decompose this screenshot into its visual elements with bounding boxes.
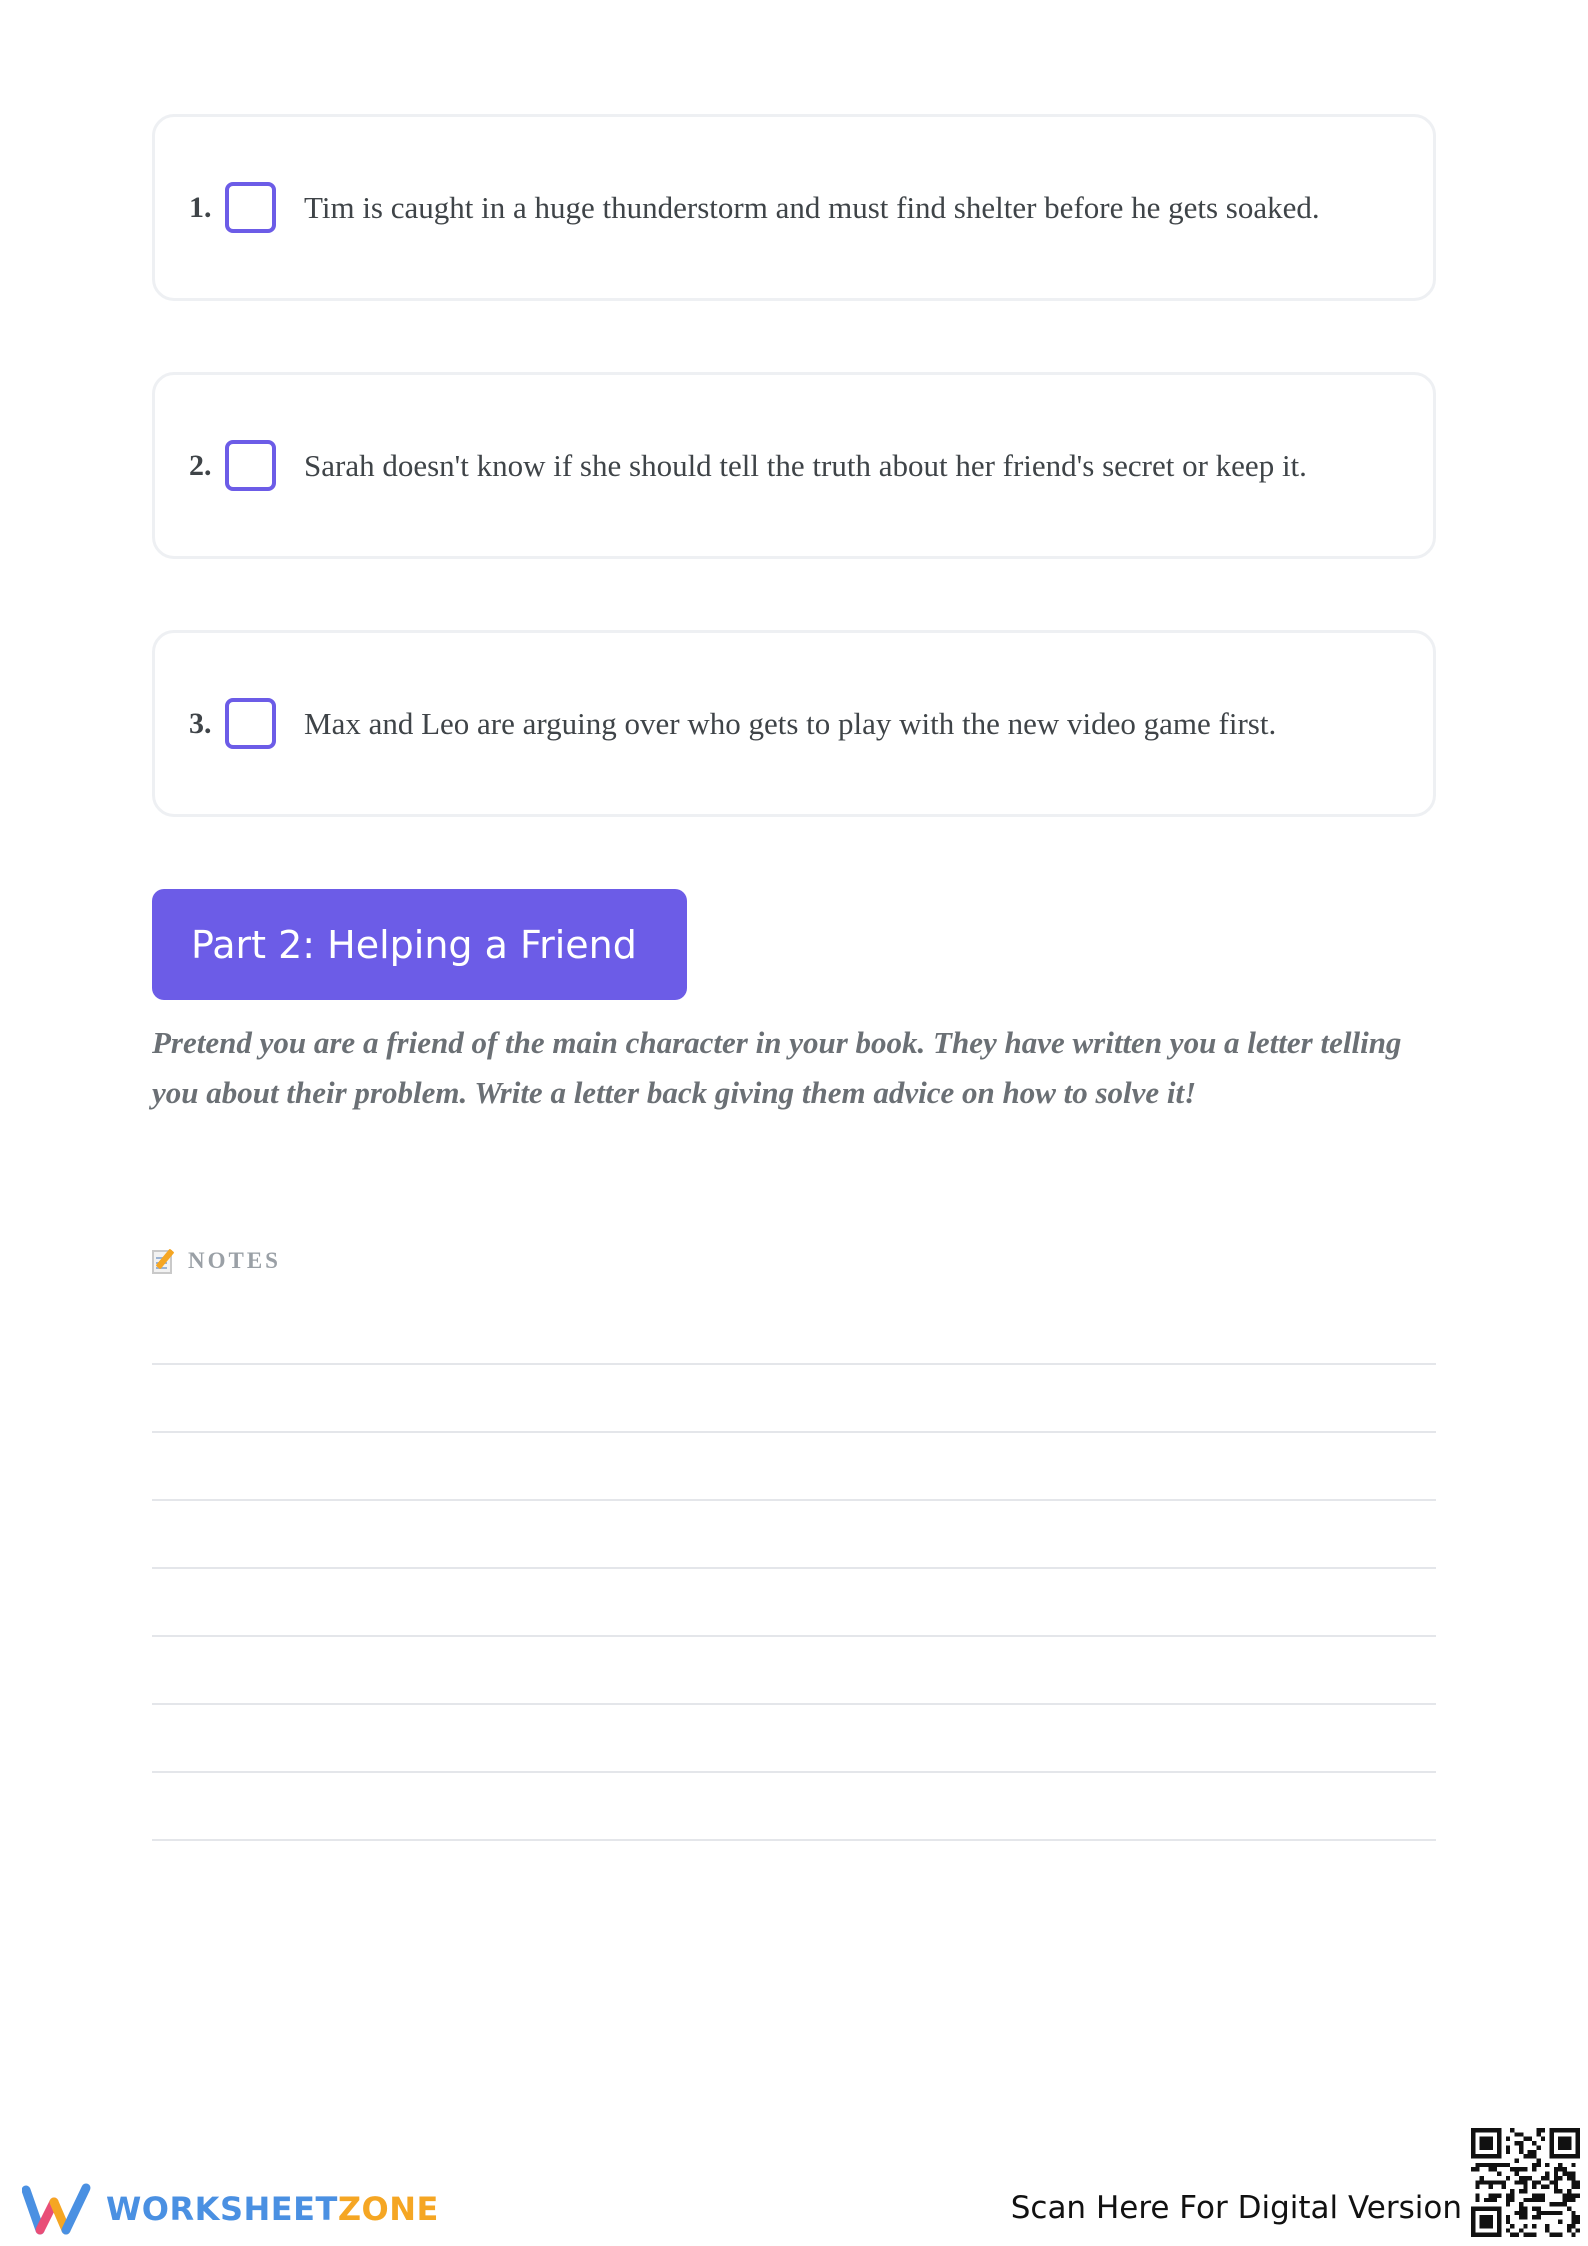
writing-line[interactable] <box>152 1499 1436 1567</box>
question-card-1 <box>152 114 1436 301</box>
answer-checkbox[interactable] <box>225 440 276 491</box>
question-card-3 <box>152 630 1436 817</box>
worksheetzone-wordmark: WORKSHEETZONE <box>106 2190 439 2228</box>
notes-writing-area[interactable] <box>152 1363 1436 1907</box>
writing-line[interactable] <box>152 1635 1436 1703</box>
writing-line[interactable] <box>152 1567 1436 1635</box>
worksheetzone-logo <box>22 2180 439 2238</box>
section-heading-part-2: Part 2: Helping a Friend <box>152 889 687 1000</box>
notes-header <box>152 1248 281 1274</box>
writing-line[interactable] <box>152 1431 1436 1499</box>
question-number: 2. <box>189 448 212 482</box>
worksheetzone-logo-icon <box>22 2180 98 2238</box>
writing-line[interactable] <box>152 1363 1436 1431</box>
question-list <box>152 114 1436 888</box>
question-text: Tim is caught in a huge thunderstorm and must find shelter before he gets soaked. <box>304 189 1320 225</box>
question-text: Max and Leo are arguing over who gets to play with the new video game first. <box>304 705 1277 741</box>
scan-digital-version-label: Scan Here For Digital Version <box>1010 2190 1462 2226</box>
question-card-2 <box>152 372 1436 559</box>
memo-icon <box>152 1248 176 1274</box>
writing-line[interactable] <box>152 1703 1436 1771</box>
notes-label: NOTES <box>188 1248 281 1273</box>
question-text: Sarah doesn't know if she should tell the truth about her friend's secret or keep it. <box>304 447 1307 483</box>
writing-line[interactable] <box>152 1771 1436 1839</box>
qr-code-icon[interactable] <box>1471 2128 1580 2237</box>
question-number: 3. <box>189 706 212 740</box>
writing-line[interactable] <box>152 1839 1436 1907</box>
answer-checkbox[interactable] <box>225 698 276 749</box>
section-instructions: Pretend you are a friend of the main character in your book. They have written you a letter telling you about their problem. Write a letter back giving them advice on how to solve it! <box>152 1025 1402 1110</box>
question-number: 1. <box>189 190 212 224</box>
answer-checkbox[interactable] <box>225 182 276 233</box>
